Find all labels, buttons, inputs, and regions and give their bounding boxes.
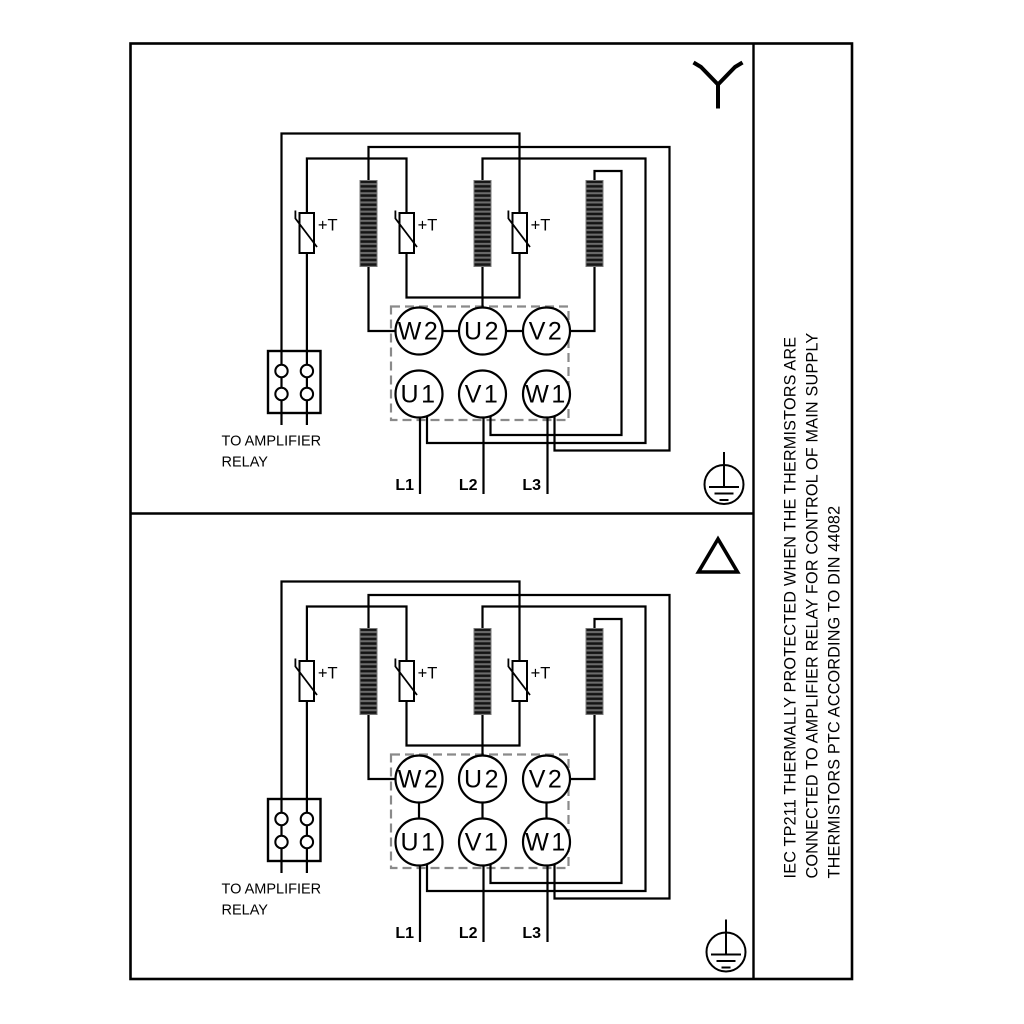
relay-note-line2: RELAY [221, 902, 268, 919]
relay-note-line1: TO AMPLIFIER [221, 433, 322, 450]
thermistor-label: +T [417, 664, 438, 683]
panel-star [222, 63, 744, 505]
thermistor-label: +T [317, 664, 338, 683]
thermistor-label: +T [417, 216, 438, 235]
terminal-label: U2 [464, 317, 501, 346]
supply-label-l2: L2 [458, 477, 478, 494]
star-icon [694, 63, 743, 109]
side-note-line2: CONNECTED TO AMPLIFIER RELAY FOR CONTROL OF MAIN SUPPLY [803, 332, 822, 879]
supply-label-l2: L2 [458, 925, 478, 942]
terminal-label: W1 [525, 828, 568, 857]
terminal-label: V1 [464, 828, 501, 857]
thermistor-label: +T [530, 664, 551, 683]
supply-label-l1: L1 [395, 925, 414, 942]
delta-icon [699, 539, 738, 572]
terminal-label: V2 [528, 765, 565, 794]
earth-icon [705, 452, 744, 504]
terminal-label: U1 [400, 380, 438, 409]
supply-label-l3: L3 [522, 477, 541, 494]
terminal-label: V1 [464, 380, 501, 409]
terminal-label: W2 [397, 765, 441, 794]
thermistor-label: +T [530, 216, 551, 235]
earth-icon [707, 920, 746, 972]
relay-note-line1: TO AMPLIFIER [221, 881, 322, 898]
terminal-label: U2 [464, 765, 501, 794]
supply-label-l1: L1 [395, 477, 414, 494]
supply-label-l3: L3 [522, 925, 541, 942]
terminal-label: V2 [528, 317, 565, 346]
side-note-line3: THERMISTORS PTC ACCORDING TO DIN 44082 [825, 505, 844, 879]
side-note-line1: IEC TP211 THERMALLY PROTECTED WHEN THE THERMISTORS ARE [781, 336, 800, 879]
relay-note-line2: RELAY [221, 454, 268, 471]
terminal-label: U1 [400, 828, 438, 857]
thermistor-label: +T [317, 216, 338, 235]
terminal-label: W2 [397, 317, 441, 346]
side-note [782, 333, 844, 879]
panel-delta [222, 539, 746, 972]
terminal-label: W1 [525, 380, 568, 409]
